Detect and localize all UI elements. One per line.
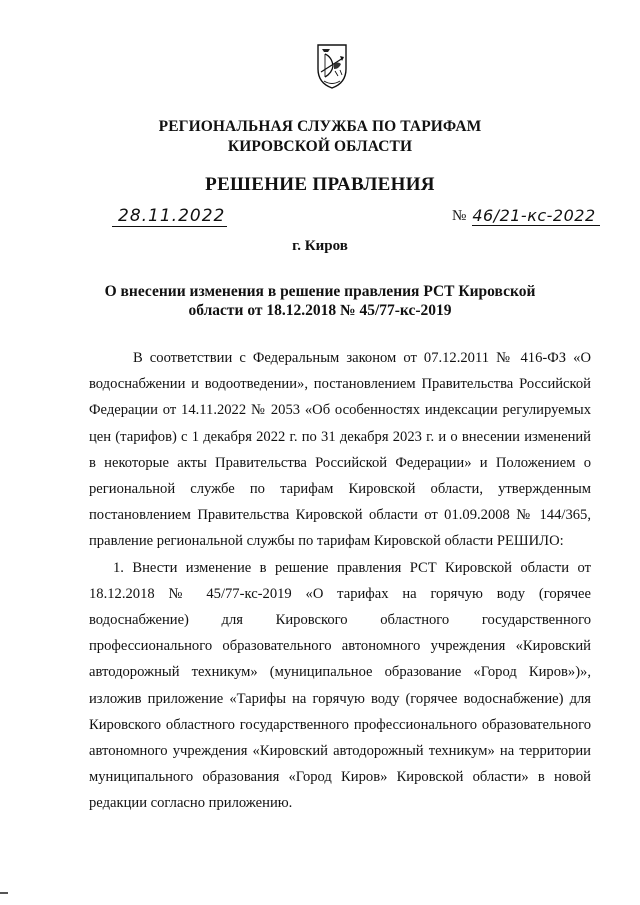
document-body [89, 345, 591, 817]
decision-item-1: 1. Внести изменение в решение правления РСТ Кировской области от 18.12.2018 № 45/77-кс-2019 «О тарифах на горячую воду (горячее водоснабжение) для Кировского областного государственного профессионального образовательного автономного учреждения «Кировский автодорожный техникум» (муниципальное образование «Город Киров»)», изложив приложение «Тарифы на горячую воду (горячее водоснабжение) для Кировского областного государственного профессионального образовательного автономного учреждения «Кировский автодорожный техникум» на территории муниципального образования «Город Киров» Кировской области» в новой редакции согласно приложению. [89, 559, 591, 812]
document-number [452, 206, 600, 227]
subject-line2: области от 18.12.2018 № 45/77-кс-2019 [188, 302, 452, 319]
kirov-coat-of-arms-icon [313, 42, 351, 90]
organization-name-line2: КИРОВСКОЙ ОБЛАСТИ [227, 138, 413, 155]
organization-name-line1: РЕГИОНАЛЬНАЯ СЛУЖБА ПО ТАРИФАМ [158, 118, 482, 135]
number-sign: № [452, 208, 467, 224]
handwritten-date: 28.11.2022 [112, 206, 227, 227]
city-name: г. Киров [292, 238, 348, 254]
preamble-paragraph: В соответствии с Федеральным законом от 07.12.2011 № 416-ФЗ «О водоснабжении и водоотведении», постановлением Правительства Российской Федерации от 14.11.2022 № 2053 «Об особенностях индексации регулируемых цен (тарифов) с 1 декабря 2022 г. по 31 декабря 2023 г. и о внесении изменений в некоторые акты Правительства Российской Федерации» и Положением о региональной службе по тарифам Кировской области, утвержденным постановлением Правительства Кировской области от 01.09.2008 № 144/365, правление региональной службы по тарифам Кировской области РЕШИЛО: [89, 350, 591, 550]
subject-line1: О внесении изменения в решение правления РСТ Кировской [104, 283, 536, 300]
document-title: РЕШЕНИЕ ПРАВЛЕНИЯ [205, 174, 435, 195]
scan-edge-mark [0, 892, 8, 894]
handwritten-number: 46/21-кс-2022 [472, 206, 599, 226]
